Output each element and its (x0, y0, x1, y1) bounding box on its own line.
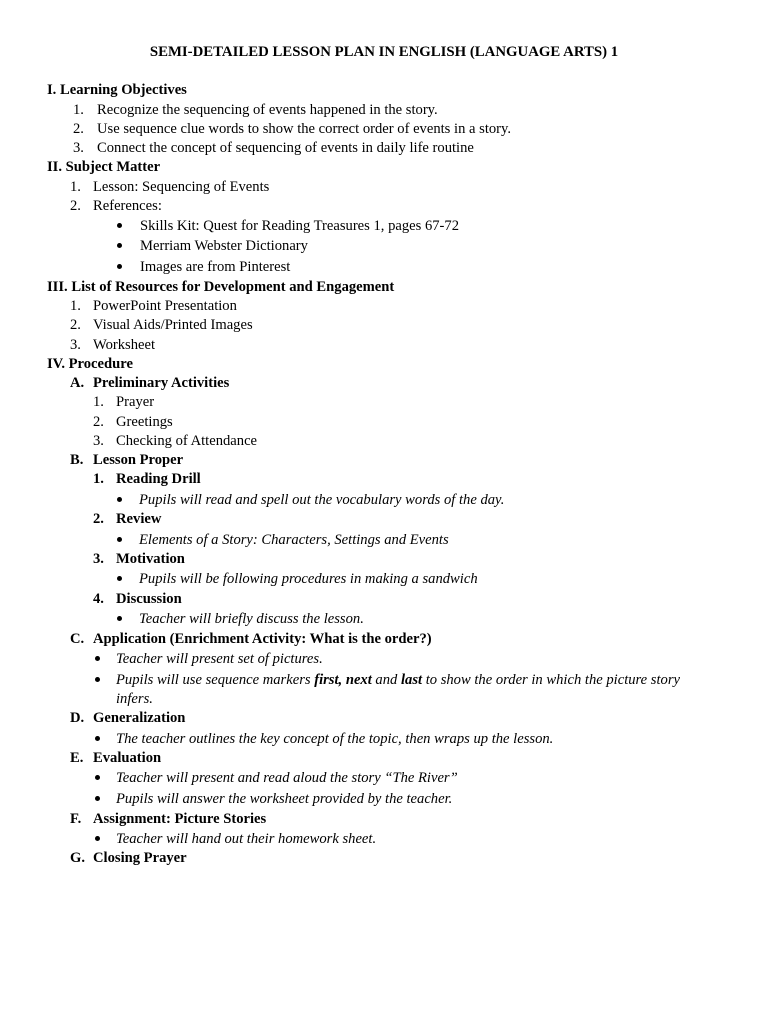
step-number: 1. (93, 471, 104, 487)
step-note: Teacher will briefly discuss the lesson. (139, 611, 364, 627)
subject-text: References: (93, 198, 162, 214)
objective-number: 2. (73, 121, 84, 137)
bullet-icon (95, 769, 100, 789)
bullet-icon (117, 217, 122, 237)
application-note: Teacher will present set of pictures. (116, 651, 323, 667)
section-heading-resources: III. List of Resources for Development and Engagement (47, 279, 395, 295)
bullet-icon (117, 491, 122, 511)
resource-number: 1. (70, 298, 81, 314)
marker-first-next: first, next (314, 672, 372, 688)
objective-text: Connect the concept of sequencing of events in daily life routine (97, 140, 474, 156)
resource-number: 2. (70, 317, 81, 333)
procedure-title: Preliminary Activities (93, 375, 230, 391)
subject-number: 2. (70, 198, 81, 214)
procedure-letter: F. (70, 811, 82, 827)
bullet-icon (117, 237, 122, 257)
activity-text: Prayer (116, 394, 155, 410)
procedure-letter: C. (70, 631, 85, 647)
reference-item: Skills Kit: Quest for Reading Treasures 1, pages 67-72 (140, 218, 460, 234)
step-title: Discussion (116, 591, 182, 607)
application-note-part: and (371, 672, 401, 688)
procedure-letter: D. (70, 710, 85, 726)
application-note-continued: infers. (116, 691, 153, 707)
application-note-part: to show the order in which the picture story (422, 672, 680, 688)
procedure-title: Closing Prayer (93, 850, 187, 866)
section-heading-procedure: IV. Procedure (47, 356, 133, 372)
objective-number: 1. (73, 102, 84, 118)
activity-text: Greetings (116, 414, 173, 430)
resource-text: PowerPoint Presentation (93, 298, 237, 314)
step-note: Pupils will read and spell out the vocabulary words of the day. (139, 492, 505, 508)
step-number: 3. (93, 551, 104, 567)
bullet-icon (117, 610, 122, 630)
section-heading-objectives: I. Learning Objectives (47, 82, 187, 98)
bullet-icon (95, 730, 100, 750)
procedure-title: Assignment: Picture Stories (93, 811, 267, 827)
resource-number: 3. (70, 337, 81, 353)
activity-number: 1. (93, 394, 104, 410)
reference-item: Merriam Webster Dictionary (140, 238, 308, 254)
document-title: SEMI-DETAILED LESSON PLAN IN ENGLISH (LANGUAGE ARTS) 1 (149, 44, 619, 60)
procedure-title: Generalization (93, 710, 186, 726)
bullet-icon (117, 531, 122, 551)
marker-last: last (400, 672, 423, 688)
reference-item: Images are from Pinterest (140, 259, 291, 275)
procedure-title: Application (Enrichment Activity: What is the order?) (93, 631, 432, 647)
application-note (116, 671, 680, 691)
subject-text: Lesson: Sequencing of Events (93, 179, 270, 195)
resource-text: Visual Aids/Printed Images (93, 317, 253, 333)
bullet-icon (117, 258, 122, 278)
bullet-icon (95, 650, 100, 670)
bullet-icon (95, 671, 100, 691)
objective-text: Recognize the sequencing of events happened in the story. (97, 102, 438, 118)
procedure-letter: A. (70, 375, 85, 391)
step-title: Reading Drill (116, 471, 201, 487)
evaluation-note: Teacher will present and read aloud the story “The River” (116, 770, 458, 786)
section-heading-subject-matter: II. Subject Matter (47, 159, 161, 175)
resource-text: Worksheet (93, 337, 156, 353)
activity-number: 2. (93, 414, 104, 430)
bullet-icon (95, 790, 100, 810)
activity-number: 3. (93, 433, 104, 449)
step-number: 4. (93, 591, 104, 607)
procedure-title: Evaluation (93, 750, 162, 766)
procedure-letter: E. (70, 750, 84, 766)
step-note: Elements of a Story: Characters, Settings and Events (139, 532, 449, 548)
subject-number: 1. (70, 179, 81, 195)
step-title: Review (116, 511, 162, 527)
objective-number: 3. (73, 140, 84, 156)
step-number: 2. (93, 511, 104, 527)
procedure-letter: B. (70, 452, 84, 468)
bullet-icon (117, 570, 122, 590)
procedure-letter: G. (70, 850, 85, 866)
step-note: Pupils will be following procedures in making a sandwich (139, 571, 478, 587)
activity-text: Checking of Attendance (116, 433, 258, 449)
generalization-note: The teacher outlines the key concept of the topic, then wraps up the lesson. (116, 731, 554, 747)
evaluation-note: Pupils will answer the worksheet provided by the teacher. (116, 791, 453, 807)
application-note-part: Pupils will use sequence markers (116, 672, 315, 688)
procedure-title: Lesson Proper (93, 452, 184, 468)
assignment-note: Teacher will hand out their homework sheet. (116, 831, 377, 847)
step-title: Motivation (116, 551, 185, 567)
bullet-icon (95, 830, 100, 850)
objective-text: Use sequence clue words to show the correct order of events in a story. (97, 121, 512, 137)
